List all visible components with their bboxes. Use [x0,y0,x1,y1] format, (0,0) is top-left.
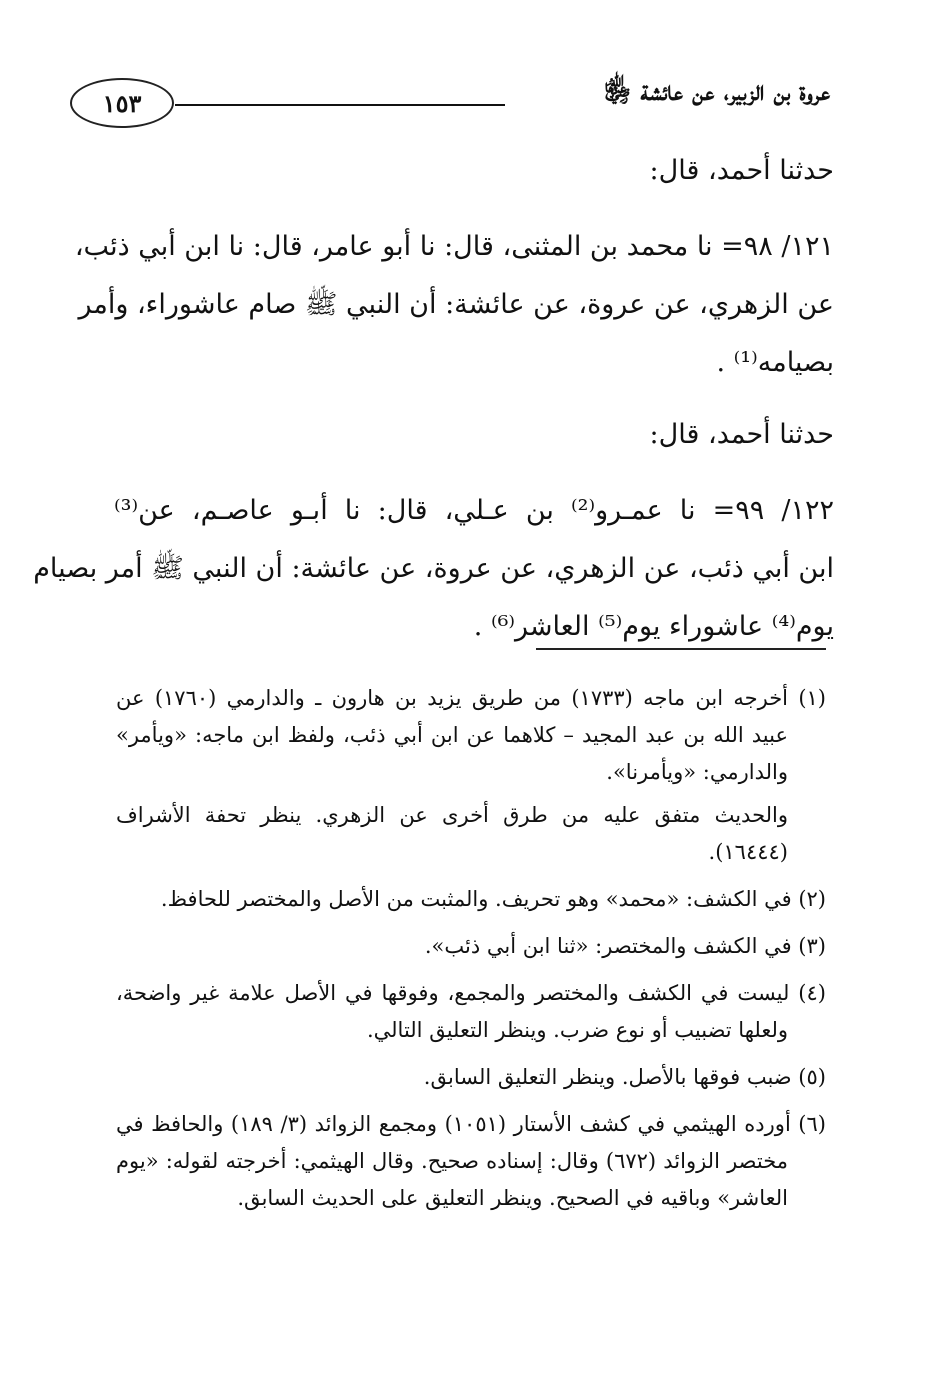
footnote-2 [116,881,826,918]
footnote-separator [536,648,826,650]
footnote-line: (٤) ليست في الكشف والمختصر والمجمع، وفوقها في الأصل علامة غير واضحة، [116,981,826,1005]
footnotes [116,680,826,1227]
hadith-line: ١٢١/ ٩٨= نا محمد بن المثنى، قال: نا أبو عامر، قال: نا ابن أبي ذئب، [74,231,834,262]
footnote-3 [116,928,826,965]
main-text [33,142,834,670]
footnote-1 [116,680,826,871]
hadith-line: بصيامه⁽¹⁾ . [716,347,834,378]
footnote-line: (٥) ضبب فوقها بالأصل. وينظر التعليق السابق. [423,1065,826,1089]
footnote-6 [116,1106,826,1217]
footnote-paragraph [116,797,826,871]
footnote-line: ولعلها تضبيب أو نوع ضرب. وينظر التعليق التالي. [366,1018,788,1042]
footnote-line: والحديث متفق عليه من طرق أخرى عن الزهري. ينظر تحفة الأشراف [116,803,788,827]
footnote-line: مختصر الزوائد (٦٧٢) وقال: إسناده صحيح. وقال الهيثمي: أخرجته لقوله: «يوم [116,1149,789,1173]
hadith-line: عن الزهري، عن عروة، عن عائشة: أن النبي ﷺ صام عاشوراء، وأمر [78,289,834,320]
footnote-5 [116,1059,826,1096]
running-header [70,68,830,128]
hadith-line: ١٢٢/ ٩٩= نا عمـرو⁽²⁾ بن عـلي، قال: نا أبـو عاصـم، عن⁽³⁾ [114,495,834,526]
header-rule [175,104,505,106]
footnote-line: عبيد الله بن عبد المجيد – كلاهما عن ابن أبي ذئب، ولفظ ابن ماجه: «ويأمر» [116,723,788,747]
hadith-line: يوم⁽⁴⁾ عاشوراء يوم⁽⁵⁾ العاشر⁽⁶⁾ . [473,611,834,642]
footnote-line: (٢) في الكشف: «محمد» وهو تحريف. والمثبت من الأصل والمختصر للحافظ. [160,887,826,911]
footnote-4 [116,975,826,1049]
footnote-line: (١) أخرجه ابن ماجه (١٧٣٣) من طريق يزيد بن هارون ـ والدارمي (١٧٦٠) عن [116,686,826,710]
isnad-line: حدثنا أحمد، قال: [649,419,834,450]
footnote-line: (٦) أورده الهيثمي في كشف الأستار (١٠٥١) ومجمع الزوائد (٣/ ١٨٩) والحافظ في [116,1112,826,1136]
footnote-line: (٣) في الكشف والمختصر: «ثنا ابن أبي ذئب». [424,934,826,958]
footnote-line: العاشر» وباقيه في الصحيح. وينظر التعليق على الحديث السابق. [237,1186,788,1210]
hadith-line: ابن أبي ذئب، عن الزهري، عن عروة، عن عائشة: أن النبي ﷺ أمر بصيام [33,553,834,584]
page-number-badge [70,78,174,128]
hadith-98 [74,218,834,392]
footnote-line: والدارمي: «ويأمرنا». [606,760,788,784]
page-number: ١٥٣ [102,88,142,118]
footnote-line: (١٦٤٤٤). [708,840,788,864]
running-title: عروة بن الزبير، عن عائشة ﵂ [603,76,830,107]
hadith-99 [33,482,834,656]
isnad-line: حدثنا أحمد، قال: [649,155,834,186]
